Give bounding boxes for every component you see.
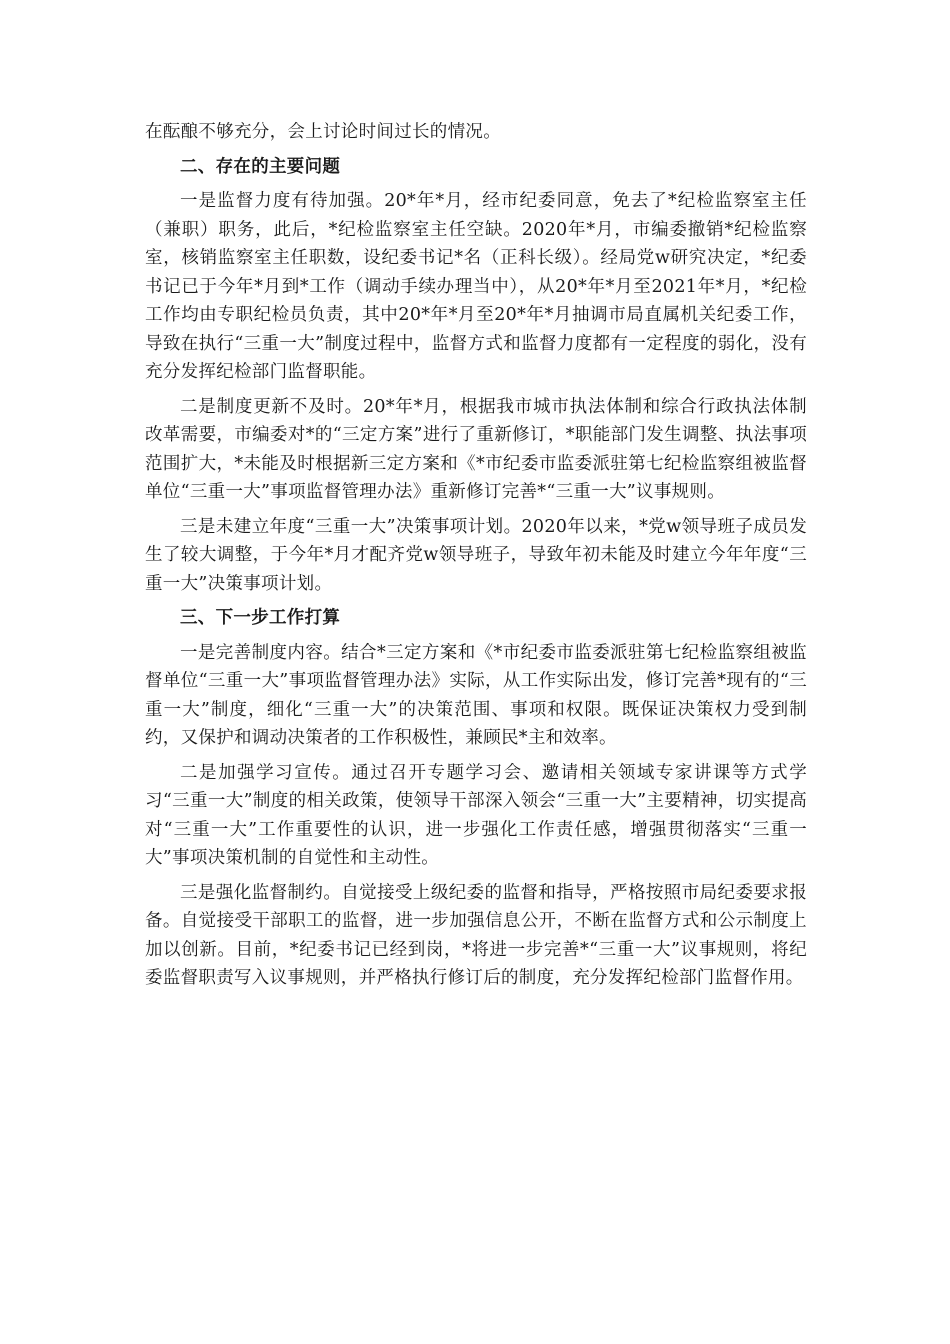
- plan-paragraph-3: 三是强化监督制约。自觉接受上级纪委的监督和指导，严格按照市局纪委要求报备。自觉接受干部职工的监督，进一步加强信息公开，不断在监督方式和公示制度上加以创新。目前，*纪委书记已经到岗，*将进一步完善*“三重一大”议事规则，将纪委监督职责写入议事规则，并严格执行修订后的制度，充分发挥纪检部门监督作用。: [145, 882, 807, 988]
- problem-paragraph-2: 二是制度更新不及时。20*年*月，根据我市城市执法体制和综合行政执法体制改革需要，市编委对*的“三定方案”进行了重新修订，*职能部门发生调整、执法事项范围扩大，*未能及时根据新三定方案和《*市纪委市监委派驻第七纪检监察组被监督单位“三重一大”事项监督管理办法》重新修订完善*“三重一大”议事规则。: [145, 396, 807, 502]
- lead-continuation: 在酝酿不够充分，会上讨论时间过长的情况。: [145, 122, 501, 142]
- problem-paragraph-3: 三是未建立年度“三重一大”决策事项计划。2020年以来，*党w领导班子成员发生了较大调整，于今年*月才配齐党w领导班子，导致年初未能及时建立今年年度“三重一大”决策事项计划。: [145, 516, 807, 594]
- section-heading-next-steps: 三、下一步工作打算: [180, 608, 341, 628]
- plan-paragraph-1: 一是完善制度内容。结合*三定方案和《*市纪委市监委派驻第七纪检监察组被监督单位“三重一大”事项监督管理办法》实际，从工作实际出发，修订完善*现有的“三重一大”制度，细化“三重一大”的决策范围、事项和权限。既保证决策权力受到制约，又保护和调动决策者的工作积极性，兼顾民*主和效率。: [145, 642, 807, 748]
- problem-paragraph-1: 一是监督力度有待加强。20*年*月，经市纪委同意，免去了*纪检监察室主任（兼职）职务，此后，*纪检监察室主任空缺。2020年*月，市编委撤销*纪检监察室，核销监察室主任职数，设纪委书记*名（正科长级）。经局党w研究决定，*纪委书记已于今年*月到*工作（调动手续办理当中），从20*年*月至2021年*月，*纪检工作均由专职纪检员负责，其中20*年*月至20*年*月抽调市局直属机关纪委工作，导致在执行“三重一大”制度过程中，监督方式和监督力度都有一定程度的弱化，没有充分发挥纪检部门监督职能。: [145, 191, 807, 382]
- document-page: [145, 118, 807, 999]
- section-heading-problems: 二、存在的主要问题: [180, 156, 341, 177]
- plan-paragraph-2: 二是加强学习宣传。通过召开专题学习会、邀请相关领域专家讲课等方式学习“三重一大”制度的相关政策，使领导干部深入领会“三重一大”主要精神，切实提高对“三重一大”工作重要性的认识，进一步强化工作责任感，增强贯彻落实“三重一大”事项决策机制的自觉性和主动性。: [145, 762, 807, 868]
